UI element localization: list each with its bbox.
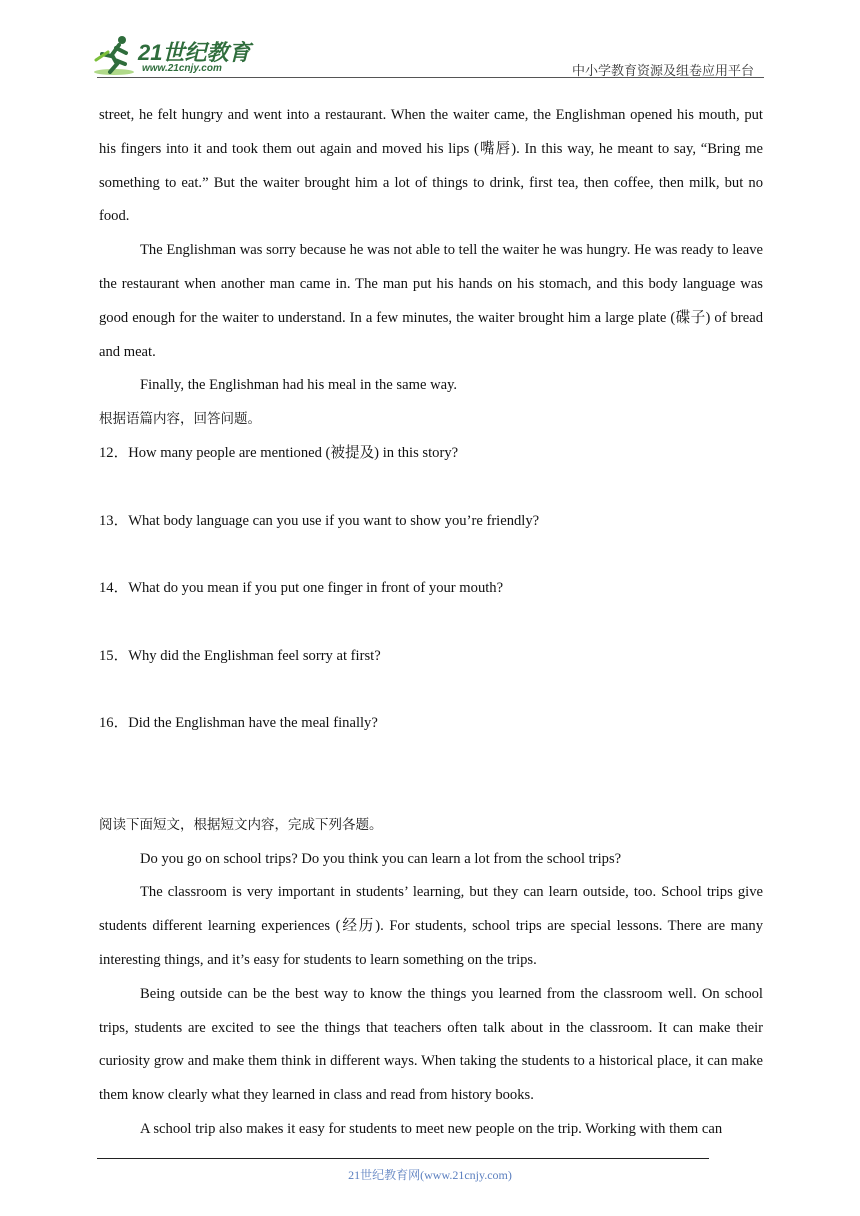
- passage1-paragraph-2: The Englishman was sorry because he was not able to tell the waiter he was hungry. He was ready to leave the restaurant when another man came in. The man put his hands on his stomach, and this body language was good enough for the waiter to understand. In a few minutes, the waiter brought him a large plate (碟子) of bread and meat.: [99, 242, 763, 360]
- passage2-paragraph-1: Do you go on school trips? Do you think you can learn a lot from the school trips?: [140, 850, 622, 867]
- question-14: 14．What do you mean if you put one finger in front of your mouth?: [99, 580, 504, 597]
- logo: [92, 34, 262, 78]
- instruction-1: 根据语篇内容，回答问题。: [99, 411, 261, 428]
- passage1-paragraph-3: Finally, the Englishman had his meal in the same way.: [140, 377, 458, 394]
- question-16: 16．Did the Englishman have the meal finally?: [99, 715, 378, 732]
- platform-title: 中小学教育资源及组卷应用平台: [571, 63, 754, 78]
- question-15: 15．Why did the Englishman feel sorry at first?: [99, 647, 381, 664]
- logo-url: www.21cnjy.com: [142, 63, 222, 74]
- question-13: 13．What body language can you use if you want to show you’re friendly?: [99, 512, 540, 529]
- runner-logo-icon: [92, 34, 140, 78]
- footer-divider: [97, 1158, 709, 1159]
- header-divider: [97, 77, 764, 78]
- question-12: 12．How many people are mentioned (被提及) in this story?: [99, 444, 459, 461]
- passage2-paragraph-4: A school trip also makes it easy for students to meet new people on the trip. Working with them can: [140, 1120, 723, 1137]
- passage2-paragraph-2: The classroom is very important in students’ learning, but they can learn outside, too. School trips give students different learning experiences (经历). For students, school trips are special lessons. There are many interesting things, and it’s easy for students to learn something on the trips.: [99, 884, 763, 968]
- document-body: [99, 99, 763, 1147]
- logo-text: 21世纪教育: [138, 40, 251, 65]
- page-footer: 21世纪教育网(www.21cnjy.com): [348, 1168, 512, 1182]
- passage2-paragraph-3: Being outside can be the best way to know the things you learned from the classroom well. On school trips, students are excited to see the things that teachers often talk about in the classroom. It can make their curiosity grow and make them think in different ways. When taking the students to a historical place, it can make them know clearly what they learned in class and read from history books.: [99, 985, 763, 1104]
- page-header: [0, 0, 860, 80]
- passage1-paragraph-1: street, he felt hungry and went into a restaurant. When the waiter came, the Englishman opened his mouth, put his fingers into it and took them out again and moved his lips (嘴唇). In this way, he meant to say, “Bring me something to eat.” But the waiter brought him a lot of things to drink, first tea, then coffee, then milk, but no food.: [99, 107, 763, 225]
- instruction-2: 阅读下面短文，根据短文内容，完成下列各题。: [99, 816, 383, 833]
